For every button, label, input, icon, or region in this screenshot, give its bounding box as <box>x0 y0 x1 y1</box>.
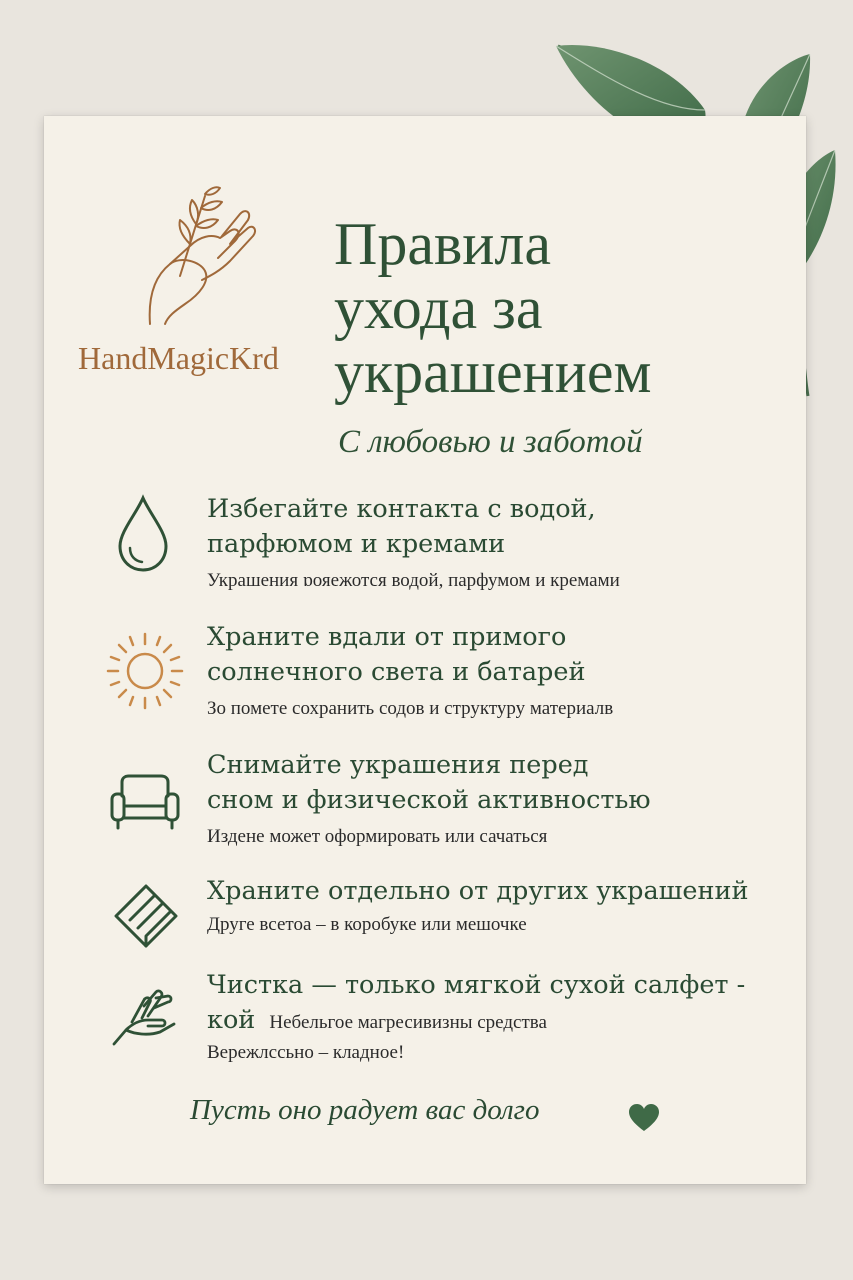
rule-title-line: Избегайте контакта с водой, <box>207 494 596 524</box>
subtitle: С любовью и заботой <box>338 424 643 460</box>
title-line: украшением <box>334 339 652 405</box>
rule-note: Зо помете сохранить содов и структуру материалв <box>207 698 614 719</box>
rule-note: Украшения ɒояежотся водой, парфумом и кремами <box>207 570 620 591</box>
water-drop-icon <box>112 494 174 574</box>
rule-title-line: Храните вдали от примого <box>207 622 567 652</box>
rule-title-line: кой <box>207 1005 256 1035</box>
rule-title <box>207 620 585 690</box>
rule-title-line: парфюмом и кремами <box>207 529 506 559</box>
rule-note: Издене может оформировать или сачаться <box>207 826 548 847</box>
rule-title-line: сном и физической активностью <box>207 785 651 815</box>
rule-title <box>207 492 596 562</box>
rule-title <box>207 748 651 818</box>
rule-title-line: Чистка — только мягкой сухой салфет - <box>207 970 746 1000</box>
hand-with-sprig-icon <box>130 176 260 326</box>
rule-title <box>207 968 807 1040</box>
brand-name: HandMagicKrd <box>78 340 279 376</box>
jewelry-box-icon <box>110 880 182 952</box>
rule-title-line: солнечного света и батарей <box>207 657 586 687</box>
title-line: ухода за <box>334 275 543 341</box>
heart-icon <box>627 1103 661 1133</box>
hand-care-icon <box>110 986 180 1048</box>
rule-note: Вережлссьно – кладное! <box>207 1042 405 1063</box>
rule-title-line: Храните отдельно от других украшений <box>207 876 749 906</box>
rule-inline-note: Небельгое магресивизны средства <box>269 1012 547 1033</box>
rule-note: Друге всетоа – в коробуке или мешочке <box>207 914 527 935</box>
armchair-icon <box>108 772 182 832</box>
footer-message: Пусть оно радует вас долго <box>190 1094 540 1126</box>
title-line: Правила <box>334 211 551 277</box>
rule-title-line-with-note <box>207 1003 807 1040</box>
rule-title <box>207 874 748 909</box>
sun-icon <box>104 630 186 712</box>
page-title <box>334 212 754 404</box>
rule-title-line: Снимайте украшения перед <box>207 750 589 780</box>
